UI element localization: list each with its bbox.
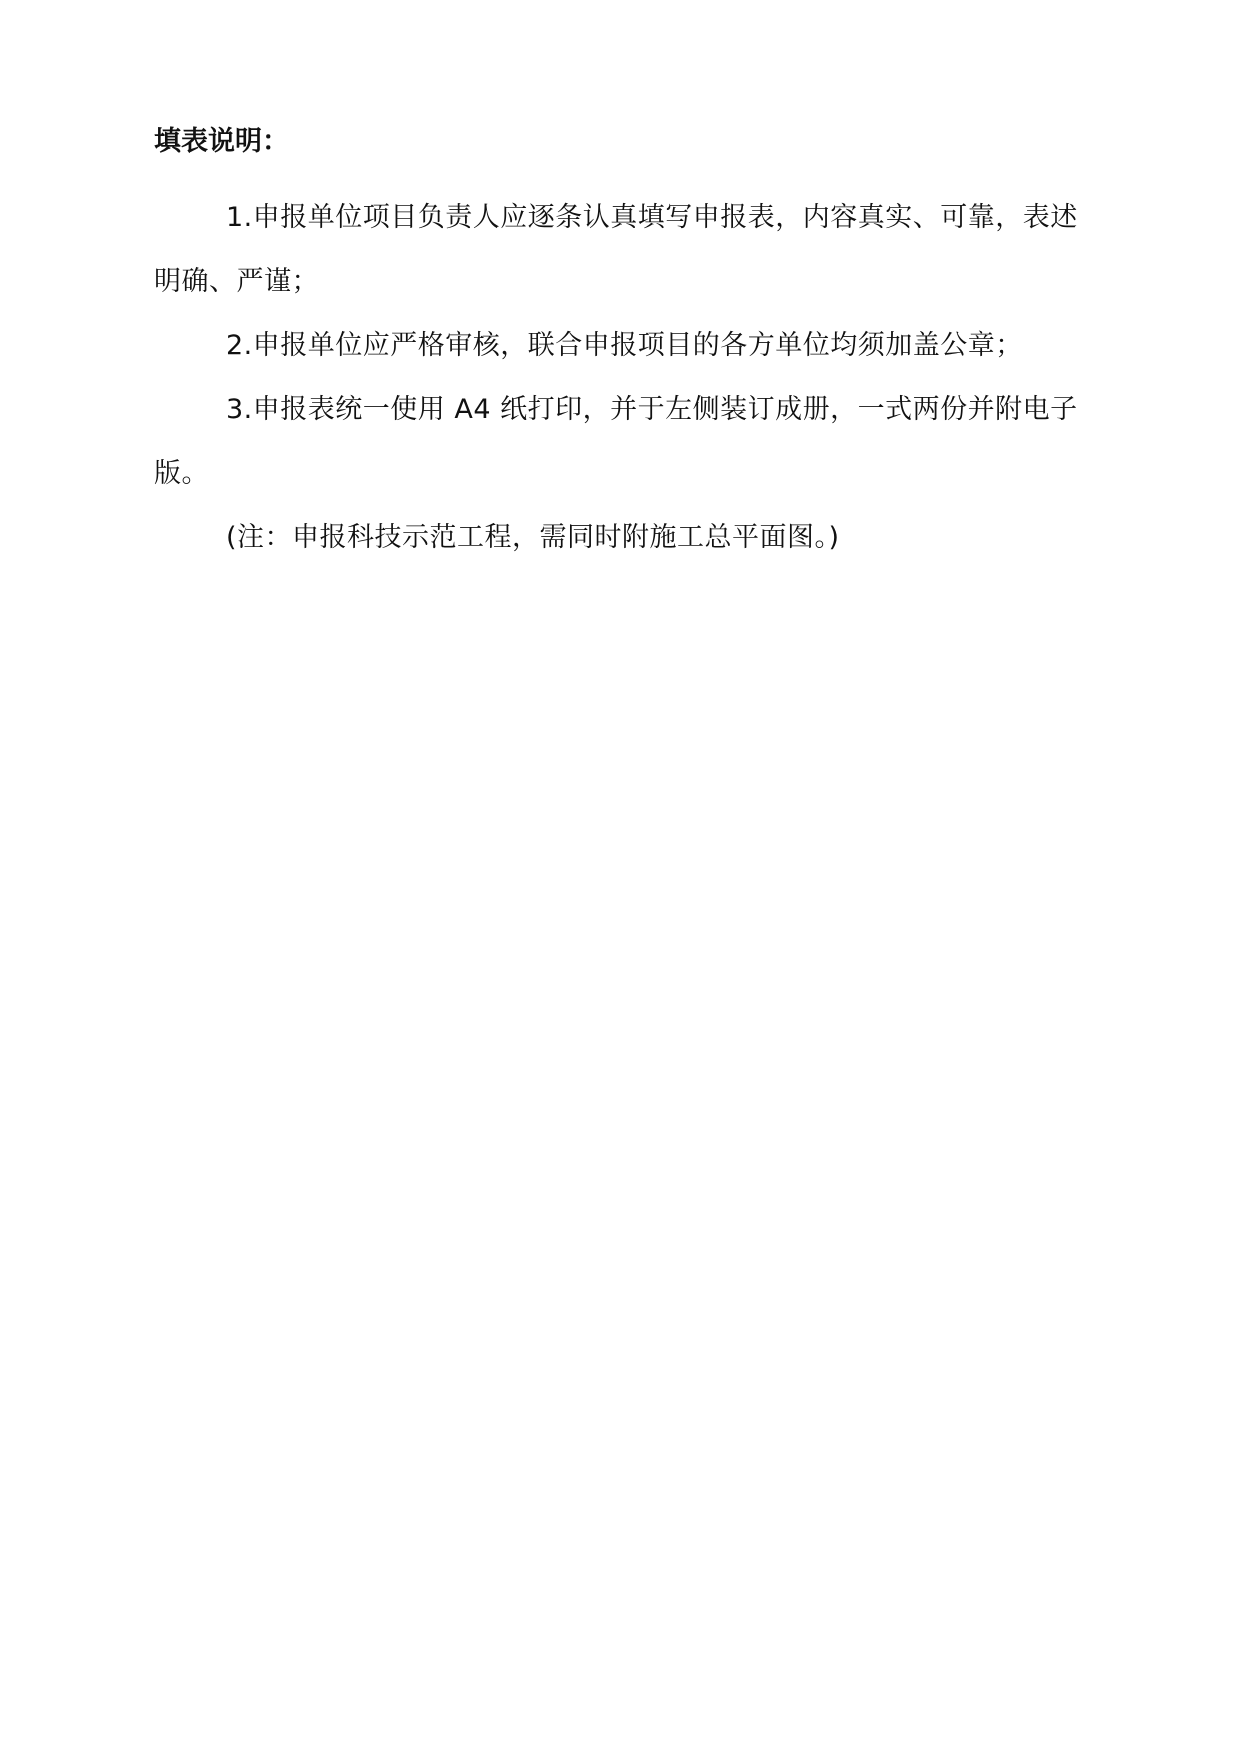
instruction-item-1: 1.申报单位项目负责人应逐条认真填写申报表，内容真实、可靠，表述明确、严谨； bbox=[154, 202, 1078, 297]
instructions-heading: 填表说明： bbox=[154, 126, 289, 157]
instruction-note: (注：申报科技示范工程，需同时附施工总平面图。) bbox=[226, 522, 840, 553]
instruction-item-3: 3.申报表统一使用 A4 纸打印，并于左侧装订成册，一式两份并附电子版。 bbox=[154, 394, 1078, 489]
instruction-item-2: 2.申报单位应严格审核，联合申报项目的各方单位均须加盖公章； bbox=[226, 330, 1023, 361]
instructions-section bbox=[154, 122, 1086, 570]
